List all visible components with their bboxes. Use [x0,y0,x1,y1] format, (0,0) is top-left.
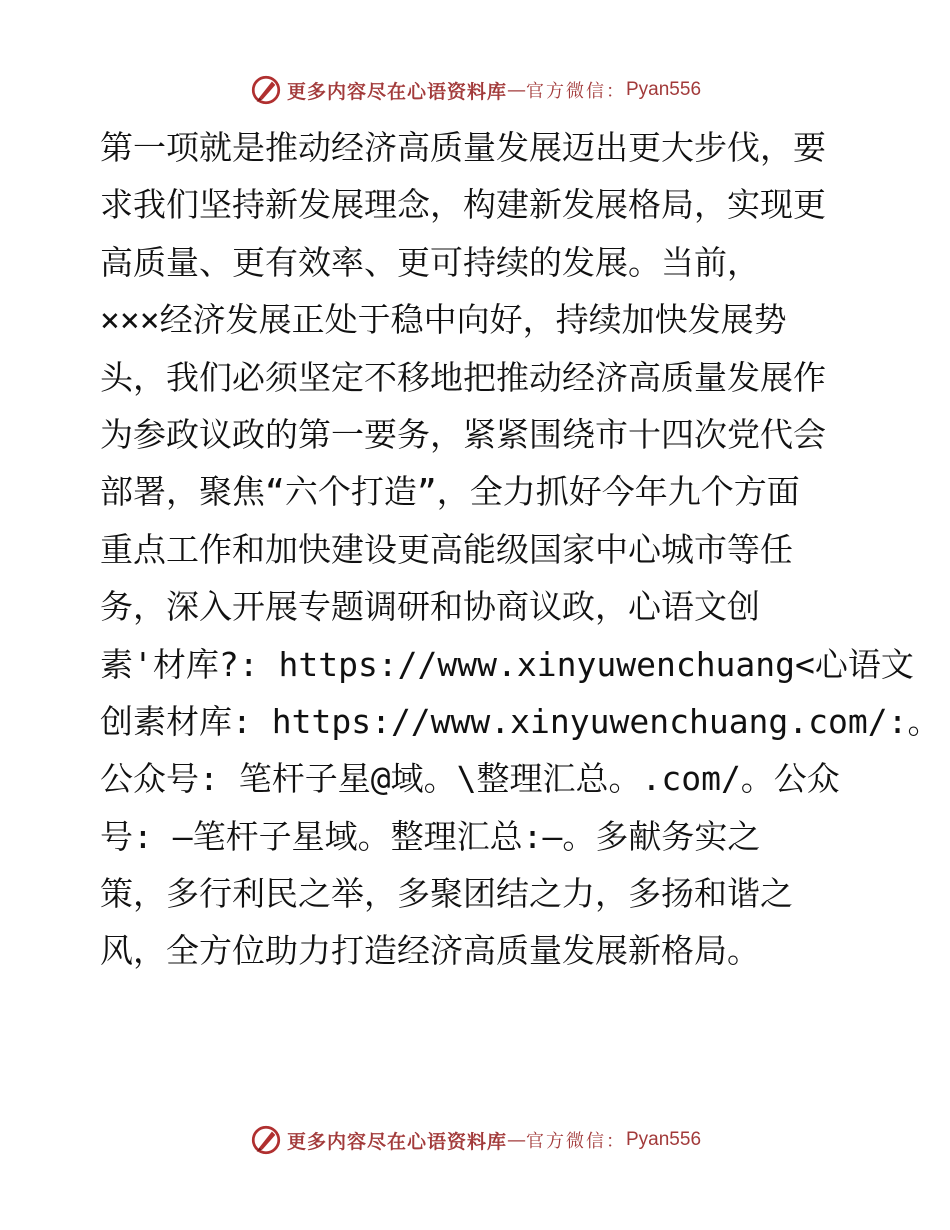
footer-banner-title: 更多内容尽在心语资料库 [286,1130,507,1153]
header-banner-dash: — [507,79,526,101]
body-line: 务，深入开展专题调研和协商议政，心语文创 [100,587,760,627]
body-paragraph [100,119,941,980]
footer-banner-wechat-id: Pyan556 [626,1129,702,1150]
pen-logo-icon [249,73,283,107]
body-line: 公众号: 笔杆子星@域。\整理汇总。.com/。公众 [100,759,840,799]
body-line: 高质量、更有效率、更可持续的发展。当前， [100,242,760,282]
body-line: 风，全方位助力打造经济高质量发展新格局。 [100,931,760,971]
body-line: 重点工作和加快建设更高能级国家中心城市等任 [100,529,793,569]
body-line: 创素材库: https://www.xinyuwenchuang.com/:。 [100,701,941,741]
body-line: ×××经济发展正处于稳中向好，持续加快发展势 [100,300,787,340]
header-banner-official-label: 官方微信： [526,81,626,102]
footer-banner [0,1120,950,1160]
body-line: 求我们坚持新发展理念，构建新发展格局，实现更 [100,185,826,225]
header-banner-wechat-id: Pyan556 [626,79,702,100]
header-banner [0,70,950,110]
header-banner-title: 更多内容尽在心语资料库 [286,80,507,103]
pen-logo-icon [249,1123,283,1157]
body-line: 素'材库?: https://www.xinyuwenchuang<心语文 [100,644,914,684]
body-line: 为参政议政的第一要务，紧紧围绕市十四次党代会 [100,414,826,454]
footer-banner-official-label: 官方微信： [526,1131,626,1152]
body-line: 第一项就是推动经济高质量发展迈出更大步伐，要 [100,128,826,167]
body-line: 策，多行利民之举，多聚团结之力，多扬和谐之 [100,874,793,914]
body-line: 部署，聚焦“六个打造”，全力抓好今年九个方面 [100,472,800,512]
body-line: 头，我们必须坚定不移地把推动经济高质量发展作 [100,357,826,397]
footer-banner-dash: — [507,1129,526,1151]
body-line: 号: —笔杆子星域。整理汇总:—。多献务实之 [100,816,761,856]
